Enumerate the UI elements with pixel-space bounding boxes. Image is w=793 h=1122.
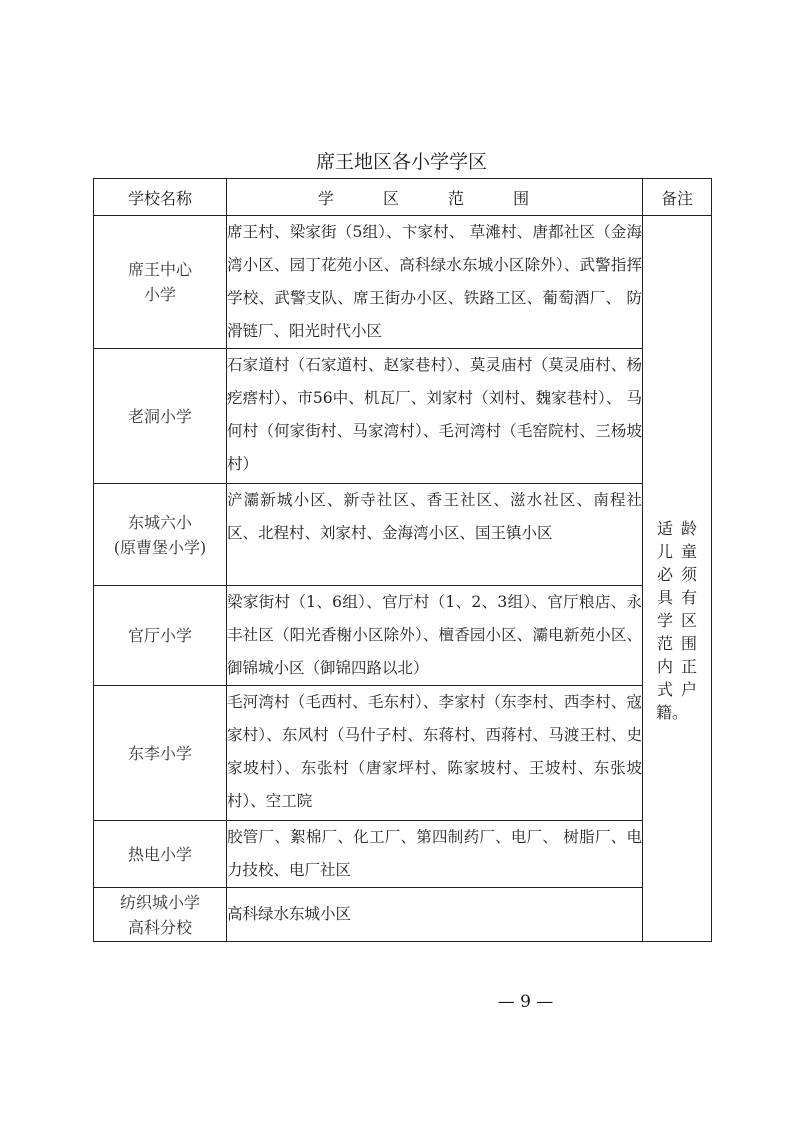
school-name-cell xyxy=(94,216,227,349)
school-name-cell xyxy=(94,484,227,586)
document-title: 席王地区各小学学区 xyxy=(315,151,487,173)
zone-range-cell: 高科绿水东城小区 xyxy=(227,888,643,942)
school-name: 东李小学 xyxy=(127,743,192,763)
note-cell xyxy=(643,216,712,942)
header-zone-range: 学 区 范 围 xyxy=(227,179,643,216)
header-school-name: 学校名称 xyxy=(94,179,227,216)
school-name: 东城六小 (原曹堡小学) xyxy=(113,512,207,557)
zone-range-cell: 石家道村（石家道村、赵家巷村）、莫灵庙村（莫灵庙村、杨疙瘩村）、市56中、机瓦厂、刘家村（刘村、魏家巷村）、 马何村（何家街村、马家湾村）、毛河湾村（毛窑院村、三杨坡村） xyxy=(227,349,643,484)
school-name-cell xyxy=(94,686,227,821)
page-number: — 9 — xyxy=(497,992,554,1012)
school-name-cell xyxy=(94,821,227,888)
school-name-cell xyxy=(94,888,227,942)
school-name: 官厅小学 xyxy=(127,626,192,645)
school-name: 老洞小学 xyxy=(127,406,192,426)
note-column-2: 适儿必具学范内式籍。 xyxy=(656,519,689,722)
note-column-1: 龄童须有区围正户 xyxy=(680,519,697,699)
table-header-row xyxy=(94,179,712,216)
school-zone-table xyxy=(93,178,712,942)
table-row xyxy=(94,349,712,484)
table-row xyxy=(94,586,712,686)
table-row xyxy=(94,821,712,888)
zone-range-cell: 席王村、梁家街（5组）、卞家村、 草滩村、唐都社区（金海湾小区、园丁花苑小区、高科绿水东城小区除外）、武警指挥学校、武警支队、席王街办小区、铁路工区、葡萄酒厂、 防滑链厂、阳光时代小区 xyxy=(227,216,643,349)
school-name-cell xyxy=(94,586,227,686)
school-name: 纺织城小学 高科分校 xyxy=(119,892,200,937)
header-note: 备注 xyxy=(643,179,712,216)
zone-range-cell: 浐灞新城小区、新寺社区、香王社区、滋水社区、南程社区、北程村、刘家村、金海湾小区、国王镇小区 xyxy=(227,484,643,586)
zone-range-cell: 毛河湾村（毛西村、毛东村）、李家村（东李村、西李村、寇家村）、东风村（马什子村、东蒋村、西蒋村、马渡王村、史家坡村）、东张村（唐家坪村、陈家坡村、王坡村、东张坡村）、空工院 xyxy=(227,686,643,821)
school-name: 席王中心 小学 xyxy=(127,260,192,304)
table-row xyxy=(94,686,712,821)
school-name: 热电小学 xyxy=(127,844,192,864)
table-row xyxy=(94,484,712,586)
table-row xyxy=(94,888,712,942)
school-name-cell xyxy=(94,349,227,484)
zone-range-cell: 胶管厂、絮棉厂、化工厂、第四制药厂、电厂、 树脂厂、电力技校、电厂社区 xyxy=(227,821,643,888)
note-vertical-text xyxy=(643,216,711,724)
zone-range-cell: 梁家街村（1、6组）、官厅村（1、2、3组）、官厅粮店、永丰社区（阳光香榭小区除外）、檀香园小区、灞电新苑小区、御锦城小区（御锦四路以北） xyxy=(227,586,643,686)
table-row xyxy=(94,216,712,349)
